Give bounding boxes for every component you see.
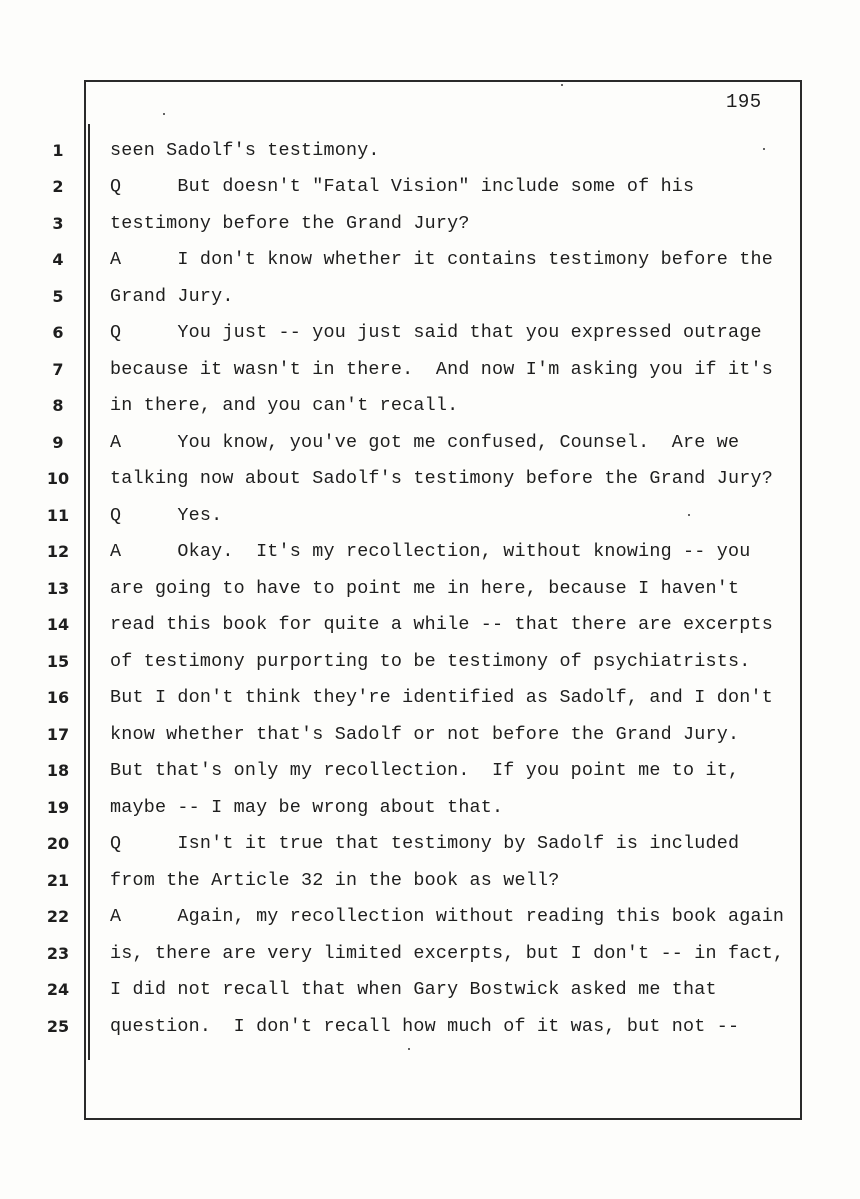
line-text: A You know, you've got me confused, Counsel. Are we [110, 432, 740, 453]
scan-speck [561, 84, 563, 86]
line-number: 22 [46, 907, 70, 926]
line-number: 12 [46, 542, 70, 561]
line-text: Grand Jury. [110, 286, 234, 307]
line-number: 15 [46, 652, 70, 671]
line-text: Q You just -- you just said that you expressed outrage [110, 322, 762, 343]
line-text: But I don't think they're identified as Sadolf, and I don't [110, 687, 773, 708]
line-text: Q Yes. [110, 505, 223, 526]
line-number: 3 [52, 214, 64, 233]
line-number: 16 [46, 688, 70, 707]
left-margin-rule [88, 124, 90, 1060]
line-number: 7 [52, 360, 64, 379]
line-number: 24 [46, 980, 70, 999]
line-number: 1 [52, 141, 64, 160]
line-number: 18 [46, 761, 70, 780]
line-text: know whether that's Sadolf or not before the Grand Jury. [110, 724, 740, 745]
line-number: 4 [52, 250, 64, 269]
scan-speck [688, 514, 690, 516]
page-number: 195 [726, 91, 762, 113]
line-text: A Again, my recollection without reading this book again [110, 906, 785, 927]
scan-speck [163, 113, 165, 115]
line-text: in there, and you can't recall. [110, 395, 459, 416]
line-text: question. I don't recall how much of it was, but not -- [110, 1016, 740, 1037]
line-text: I did not recall that when Gary Bostwick asked me that [110, 979, 717, 1000]
line-number: 17 [46, 725, 70, 744]
line-text: seen Sadolf's testimony. [110, 140, 380, 161]
line-number: 5 [52, 287, 64, 306]
line-text: Q But doesn't "Fatal Vision" include some of his [110, 176, 695, 197]
line-number: 11 [46, 506, 70, 525]
line-number: 13 [46, 579, 70, 598]
line-text: Q Isn't it true that testimony by Sadolf is included [110, 833, 740, 854]
line-text: because it wasn't in there. And now I'm asking you if it's [110, 359, 773, 380]
line-text: talking now about Sadolf's testimony before the Grand Jury? [110, 468, 773, 489]
line-number: 9 [52, 433, 64, 452]
line-number: 21 [46, 871, 70, 890]
line-number: 14 [46, 615, 70, 634]
line-number: 6 [52, 323, 64, 342]
line-number: 23 [46, 944, 70, 963]
line-text: But that's only my recollection. If you point me to it, [110, 760, 740, 781]
line-text: maybe -- I may be wrong about that. [110, 797, 504, 818]
line-text: are going to have to point me in here, because I haven't [110, 578, 740, 599]
line-text: from the Article 32 in the book as well? [110, 870, 560, 891]
scan-speck [763, 148, 765, 150]
line-number: 10 [46, 469, 70, 488]
line-text: read this book for quite a while -- that there are excerpts [110, 614, 773, 635]
line-number: 8 [52, 396, 64, 415]
line-text: A Okay. It's my recollection, without knowing -- you [110, 541, 751, 562]
line-number: 25 [46, 1017, 70, 1036]
line-number: 2 [52, 177, 64, 196]
page-border [84, 80, 802, 1120]
scan-speck [408, 1048, 410, 1050]
line-number: 20 [46, 834, 70, 853]
line-text: is, there are very limited excerpts, but I don't -- in fact, [110, 943, 785, 964]
line-text: testimony before the Grand Jury? [110, 213, 470, 234]
line-text: A I don't know whether it contains testimony before the [110, 249, 773, 270]
line-text: of testimony purporting to be testimony of psychiatrists. [110, 651, 751, 672]
line-number: 19 [46, 798, 70, 817]
